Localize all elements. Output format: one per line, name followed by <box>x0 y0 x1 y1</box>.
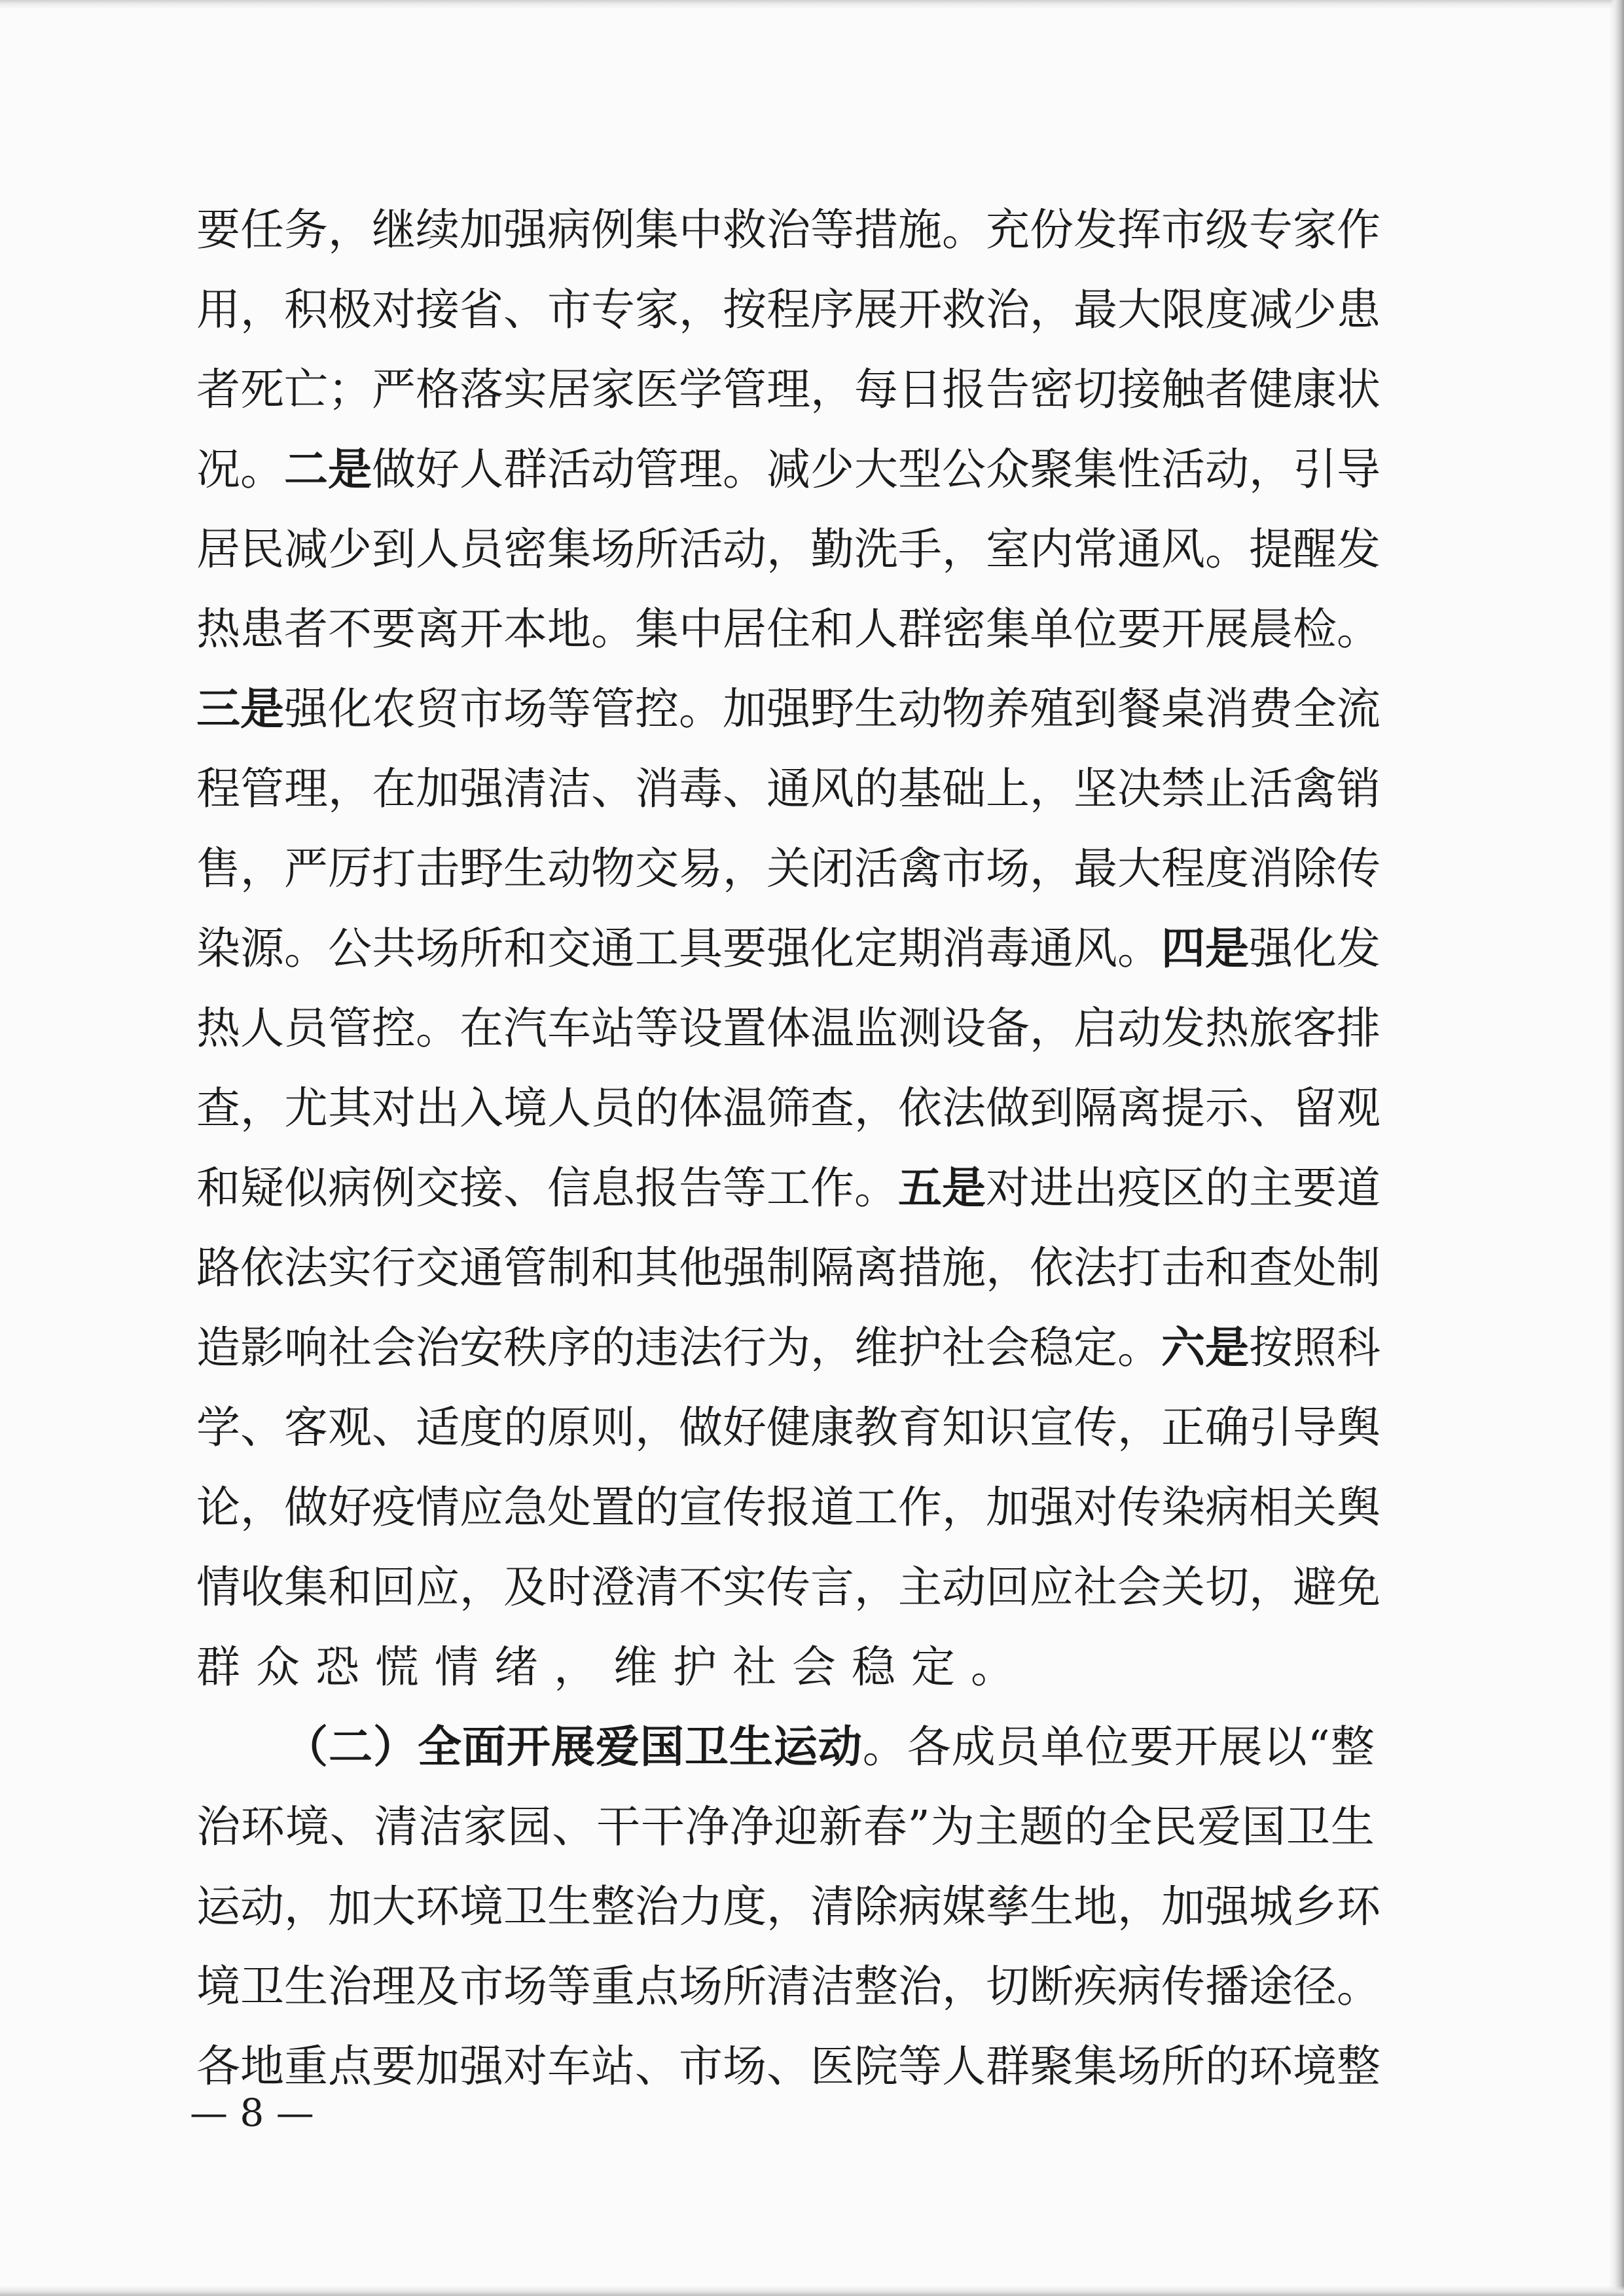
text-line: 三 是 强 化 农 贸 市 场 等 管 控 。 加 强 野 生 动 物 养 殖 到 餐 桌 消 费 全 流 <box>196 683 1380 734</box>
text-line: 治 环 境 、 清 洁 家 园 、 干 干 净 净 迎 新 春 ” 为 主 题 的 全 民 爱 国 卫 生 <box>196 1801 1375 1852</box>
text-line: （ 二 ） 全 面 开 展 爱 国 卫 生 运 动 。 各 成 员 单 位 要 开 展 以 “ 整 <box>284 1721 1375 1772</box>
text-line: 和 疑 似 病 例 交 接 、 信 息 报 告 等 工 作 。 五 是 对 进 出 疫 区 的 主 要 道 <box>196 1162 1380 1213</box>
page-right-edge-shadow <box>1610 0 1624 2296</box>
text-line: 群 众 恐 慌 情 绪 ， 维 护 社 会 稳 定 。 <box>196 1641 1015 1693</box>
page-top-edge-shadow <box>0 0 1624 9</box>
text-line: 程 管 理 ， 在 加 强 清 洁 、 消 毒 、 通 风 的 基 础 上 ， 坚 决 禁 止 活 禽 销 <box>196 763 1380 814</box>
paragraph <box>196 190 1380 1707</box>
text-line: 学 、 客 观 、 适 度 的 原 则 ， 做 好 健 康 教 育 知 识 宣 传 ， 正 确 引 导 舆 <box>196 1402 1380 1453</box>
text-line: 各 地 重 点 要 加 强 对 车 站 、 市 场 、 医 院 等 人 群 聚 集 场 所 的 环 境 整 <box>196 2041 1380 2092</box>
text-line: 论 ， 做 好 疫 情 应 急 处 置 的 宣 传 报 道 工 作 ， 加 强 对 传 染 病 相 关 舆 <box>196 1482 1380 1533</box>
text-line: 查 ， 尤 其 对 出 入 境 人 员 的 体 温 筛 查 ， 依 法 做 到 隔 离 提 示 、 留 观 <box>196 1083 1380 1134</box>
text-line: 热 人 员 管 控 。 在 汽 车 站 等 设 置 体 温 监 测 设 备 ， 启 动 发 热 旅 客 排 <box>196 1003 1380 1054</box>
text-line: 运 动 ， 加 大 环 境 卫 生 整 治 力 度 ， 清 除 病 媒 孳 生 地 ， 加 强 城 乡 环 <box>196 1881 1380 1932</box>
text-line: 要 任 务 ， 继 续 加 强 病 例 集 中 救 治 等 措 施 。 充 份 发 挥 市 级 专 家 作 <box>196 204 1380 255</box>
text-line: 居 民 减 少 到 人 员 密 集 场 所 活 动 ， 勤 洗 手 ， 室 内 常 通 风 。 提 醒 发 <box>196 524 1380 575</box>
page-bottom-edge-shadow <box>0 2286 1624 2296</box>
text-line: 染 源 。 公 共 场 所 和 交 通 工 具 要 强 化 定 期 消 毒 通 风 。 四 是 强 化 发 <box>196 922 1380 974</box>
text-line: 热 患 者 不 要 离 开 本 地 。 集 中 居 住 和 人 群 密 集 单 位 要 开 展 晨 检 。 <box>196 603 1380 655</box>
paragraph <box>196 1707 1380 2106</box>
text-line: 况 。 二 是 做 好 人 群 活 动 管 理 。 减 少 大 型 公 众 聚 集 性 活 动 ， 引 导 <box>196 443 1380 495</box>
text-line: 造 影 响 社 会 治 安 秩 序 的 违 法 行 为 ， 维 护 社 会 稳 定 。 六 是 按 照 科 <box>196 1321 1380 1373</box>
text-line: 境 卫 生 治 理 及 市 场 等 重 点 场 所 清 洁 整 治 ， 切 断 疾 病 传 播 途 径 。 <box>196 1961 1380 2012</box>
text-line: 售 ， 严 厉 打 击 野 生 动 物 交 易 ， 关 闭 活 禽 市 场 ， 最 大 程 度 消 除 传 <box>196 843 1380 894</box>
text-line: 情 收 集 和 回 应 ， 及 时 澄 清 不 实 传 言 ， 主 动 回 应 社 会 关 切 ， 避 免 <box>196 1562 1380 1613</box>
text-line: 者 死 亡 ； 严 格 落 实 居 家 医 学 管 理 ， 每 日 报 告 密 切 接 触 者 健 康 状 <box>196 364 1380 415</box>
document-body-text <box>196 190 1380 2106</box>
text-line: 路 依 法 实 行 交 通 管 制 和 其 他 强 制 隔 离 措 施 ， 依 法 打 击 和 查 处 制 <box>196 1242 1380 1293</box>
page-number: — 8 — <box>190 2090 314 2135</box>
text-line: 用 ， 积 极 对 接 省 、 市 专 家 ， 按 程 序 展 开 救 治 ， 最 大 限 度 减 少 患 <box>196 284 1380 335</box>
